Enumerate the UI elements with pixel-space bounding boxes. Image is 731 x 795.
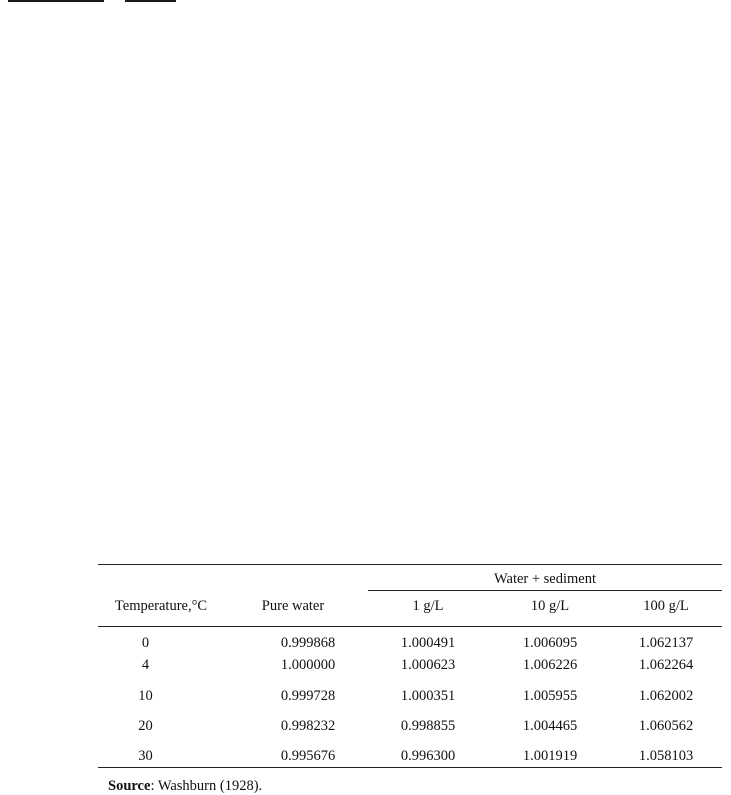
group-header-water-sediment: Water + sediment [493,571,597,587]
cell-1gL: 0.998855 [400,718,456,734]
cell-pure-water: 0.999728 [280,688,336,704]
cell-100gL: 1.062137 [638,635,694,651]
cell-1gL: 0.996300 [400,748,456,764]
cell-pure-water: 0.995676 [280,748,336,764]
table-source-note [108,777,262,795]
column-header-100gL: 100 g/L [643,598,689,614]
cell-pure-water: 0.998232 [280,718,336,734]
cell-10gL: 1.001919 [522,748,578,764]
cell-temperature: 30 [138,748,153,764]
column-header-temperature: Temperature,°C [114,598,208,614]
cell-temperature: 4 [141,657,150,673]
top-remnant-line [8,0,104,2]
column-header-1gL: 1 g/L [412,598,444,614]
table-bottom-rule [98,767,722,768]
table-top-rule [98,564,722,565]
cell-100gL: 1.058103 [638,748,694,764]
cell-10gL: 1.006095 [522,635,578,651]
source-label: Source [108,778,151,794]
source-text: : Washburn (1928). [150,778,263,794]
cell-1gL: 1.000623 [400,657,456,673]
cell-pure-water: 1.000000 [280,657,336,673]
cell-100gL: 1.062002 [638,688,694,704]
cell-1gL: 1.000351 [400,688,456,704]
group-header-rule [368,590,722,591]
cell-100gL: 1.060562 [638,718,694,734]
cell-10gL: 1.005955 [522,688,578,704]
cell-1gL: 1.000491 [400,635,456,651]
top-remnant-line [125,0,176,2]
column-header-10gL: 10 g/L [530,598,570,614]
header-bottom-rule [98,626,722,627]
cell-10gL: 1.006226 [522,657,578,673]
cell-temperature: 10 [138,688,153,704]
column-header-pure-water: Pure water [261,598,325,614]
cell-10gL: 1.004465 [522,718,578,734]
cell-temperature: 0 [141,635,150,651]
cell-pure-water: 0.999868 [280,635,336,651]
cell-100gL: 1.062264 [638,657,694,673]
cell-temperature: 20 [138,718,153,734]
